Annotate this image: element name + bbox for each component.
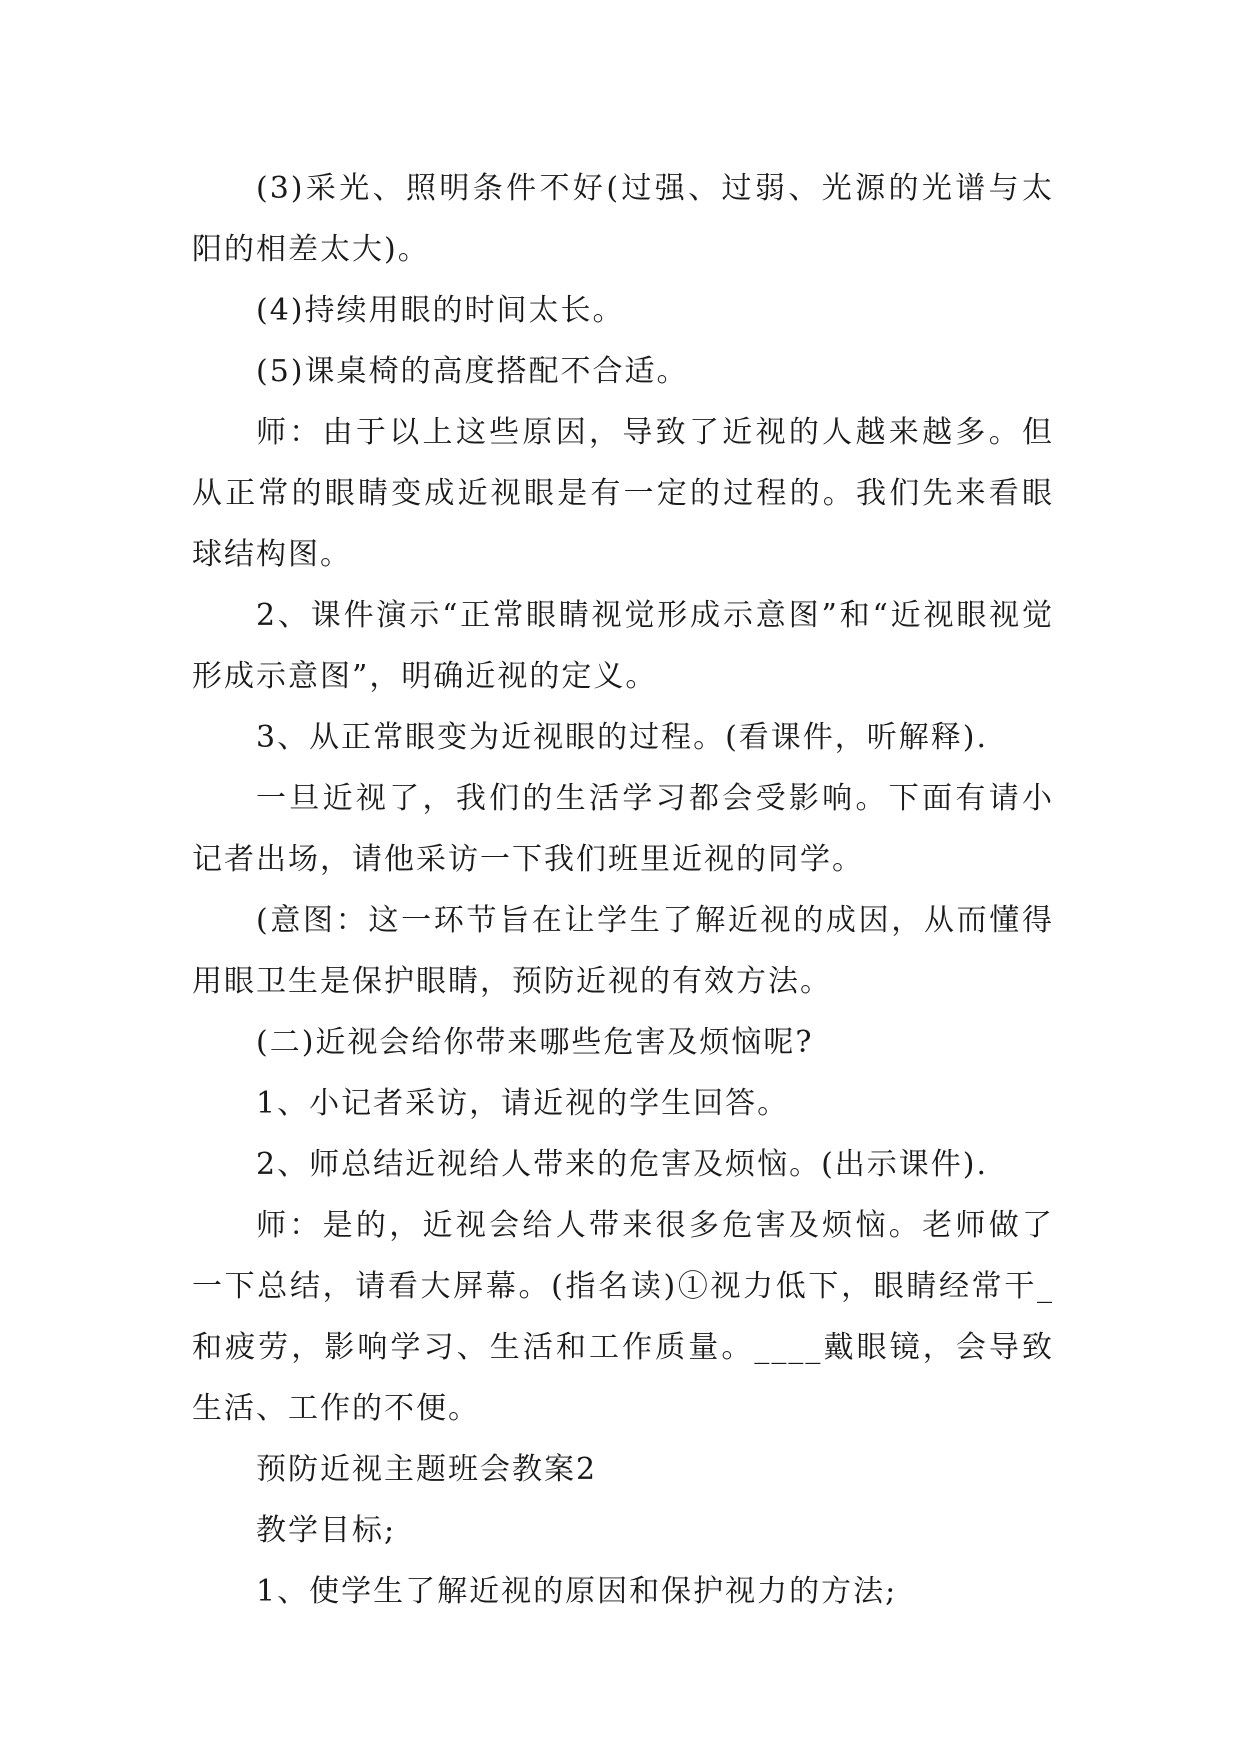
paragraph-courseware-demo: 2、课件演示“正常眼睛视觉形成示意图”和“近视眼视觉形成示意图”，明确近视的定义。 [192,598,1054,694]
paragraph-desk-height-cause: (5)课桌椅的高度搭配不合适。 [256,354,689,389]
paragraph-teacher-summary: 2、师总结近视给人带来的危害及烦恼。(出示课件). [256,1147,989,1182]
paragraph-harms-list: 师：是的，近视会给人带来很多危害及烦恼。老师做了一下总结，请看大屏幕。(指名读)①视力低下，眼睛经常干_和疲劳，影响学习、生活和工作质量。____戴眼镜，会导致生活、工作的不便。 [192,1208,1054,1426]
paragraph-eye-time-cause: (4)持续用眼的时间太长。 [256,293,625,328]
paragraph-reporter-intro: 一旦近视了，我们的生活学习都会受影响。下面有请小记者出场，请他采访一下我们班里近视的同学。 [192,781,1054,877]
paragraph-intent: (意图：这一环节旨在让学生了解近视的成因，从而懂得用眼卫生是保护眼睛，预防近视的有效方法。 [192,903,1054,999]
document-body [192,158,1054,1622]
paragraph-lighting-cause: (3)采光、照明条件不好(过强、过弱、光源的光谱与太阳的相差太大)。 [192,171,1054,267]
paragraph-reporter-interview: 1、小记者采访，请近视的学生回答。 [256,1086,790,1121]
lesson-plan-title: 预防近视主题班会教案2 [256,1452,598,1487]
teaching-goals-heading: 教学目标; [256,1513,397,1548]
section-heading-harms: (二)近视会给你带来哪些危害及烦恼呢? [256,1025,814,1060]
teaching-goal-item-1: 1、使学生了解近视的原因和保护视力的方法; [256,1574,898,1609]
paragraph-teacher-intro: 师：由于以上这些原因，导致了近视的人越来越多。但从正常的眼睛变成近视眼是有一定的过程的。我们先来看眼球结构图。 [192,415,1054,572]
paragraph-myopia-process: 3、从正常眼变为近视眼的过程。(看课件，听解释). [256,720,989,755]
